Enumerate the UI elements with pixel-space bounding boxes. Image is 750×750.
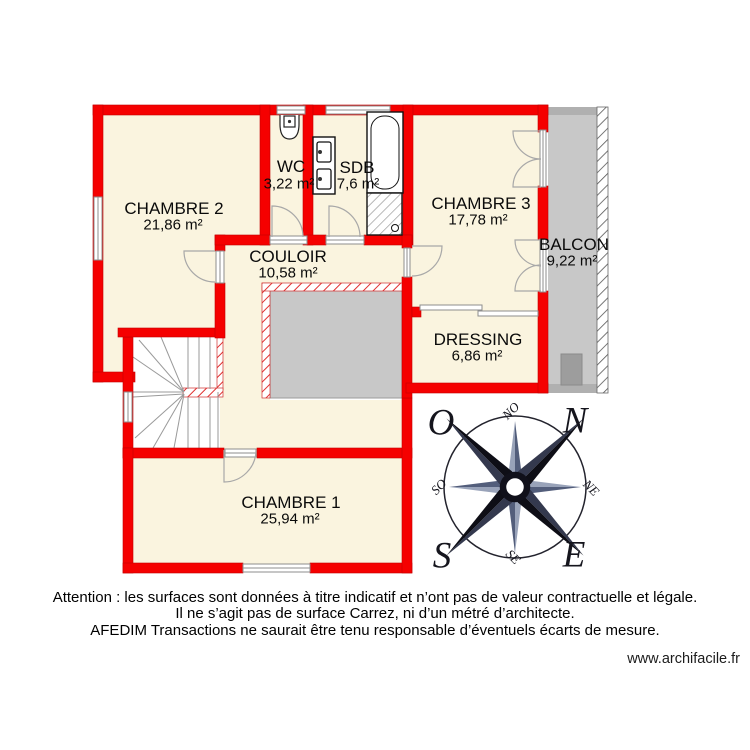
disclaimer-text xyxy=(0,590,750,639)
room-area-chambre2: 21,86 m² xyxy=(143,216,203,234)
room-area-balcon: 9,22 m² xyxy=(546,252,598,270)
stair-void-area xyxy=(270,290,402,398)
room-area-chambre1: 25,94 m² xyxy=(260,510,320,528)
disclaimer-line-2: Il ne s’agit pas de surface Carrez, ni d’un métré d’architecte. xyxy=(175,605,575,623)
room-label-chambre2: CHAMBRE 2 xyxy=(124,199,224,218)
room-area-wc: 3,22 m² xyxy=(263,175,315,193)
room-label-chambre1: CHAMBRE 1 xyxy=(241,493,341,512)
compass-southeast-label: SE xyxy=(502,546,524,568)
room-area-chambre3: 17,78 m² xyxy=(448,211,508,229)
balcony-planter xyxy=(561,354,582,385)
compass-south-label: S xyxy=(432,535,452,577)
compass-west-label: O xyxy=(427,402,455,444)
room-area-couloir: 10,58 m² xyxy=(258,264,318,282)
toilet-icon xyxy=(280,115,299,139)
room-label-balcon: BALCON xyxy=(539,235,609,254)
room-label-couloir: COULOIR xyxy=(249,247,327,266)
disclaimer-line-3: AFEDIM Transactions ne saurait être tenu responsable d’éventuels écarts de mesure. xyxy=(90,621,660,639)
compass-northeast-label: NE xyxy=(580,476,603,499)
room-label-sdb: SDB xyxy=(339,158,375,177)
archifacile-watermark: www.archifacile.fr xyxy=(627,651,740,667)
double-sink-icon xyxy=(313,137,335,194)
disclaimer-line-1: Attention : les surfaces sont données à titre indicatif et n’ont pas de valeur contractuelle et légale. xyxy=(52,589,698,606)
room-label-wc: WC xyxy=(276,157,306,176)
compass-northwest-label: NO xyxy=(498,398,523,423)
compass-southwest-label: SO xyxy=(427,475,450,498)
room-label-chambre3: CHAMBRE 3 xyxy=(431,194,531,213)
room-area-sdb: 7,6 m² xyxy=(336,175,380,193)
compass-north-label: N xyxy=(562,400,588,442)
room-area-dressing: 6,86 m² xyxy=(451,347,503,365)
shower-icon xyxy=(367,193,402,235)
compass-east-label: E xyxy=(562,534,586,576)
room-label-dressing: DRESSING xyxy=(433,330,523,349)
